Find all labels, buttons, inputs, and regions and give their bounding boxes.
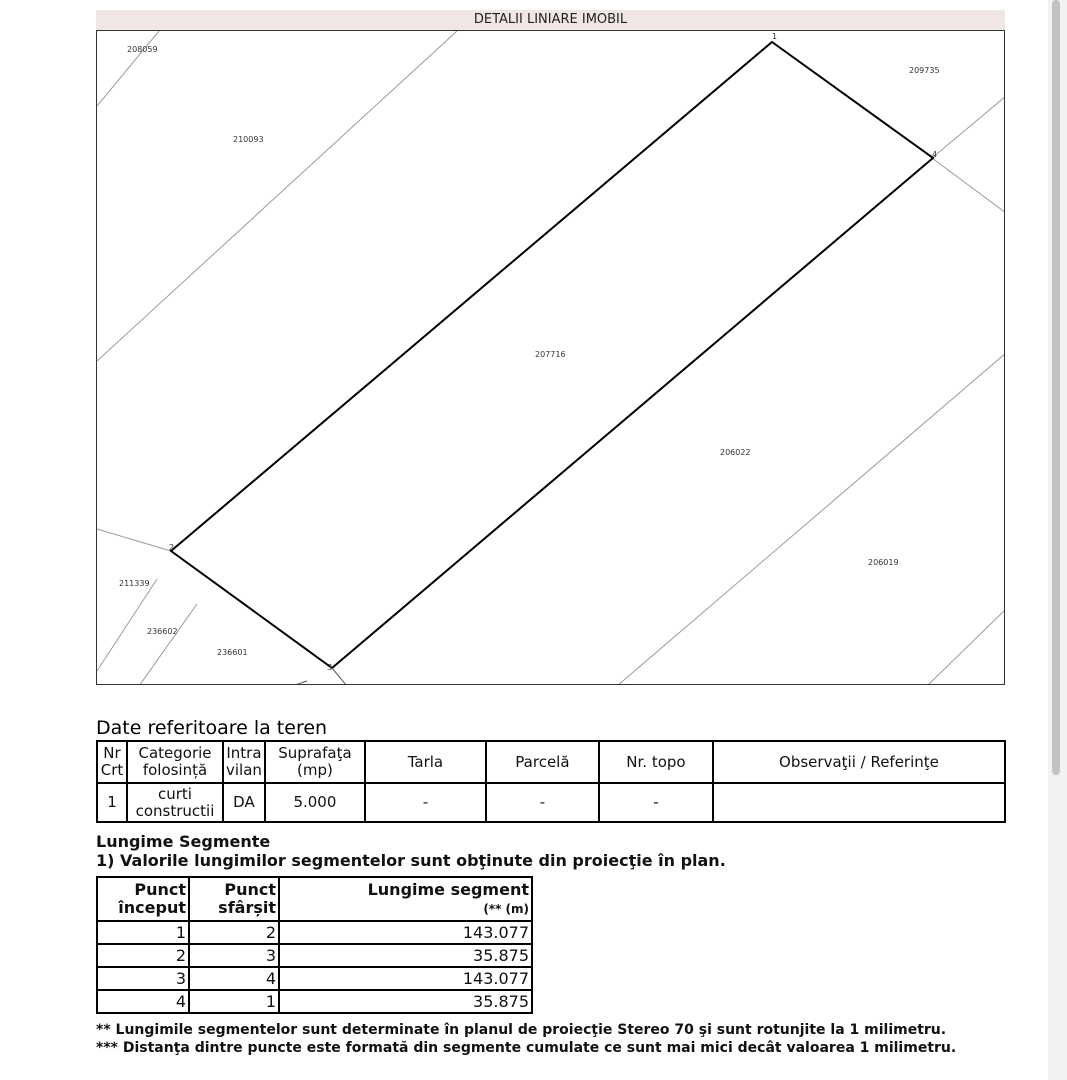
header-nr-crt: Nr Crt bbox=[97, 741, 127, 783]
header-intravilan: Intra vilan bbox=[223, 741, 265, 783]
cadastral-map bbox=[96, 30, 1005, 685]
header-observatii: Observaţii / Referinţe bbox=[713, 741, 1005, 783]
teren-section-title: Date referitoare la teren bbox=[96, 717, 328, 739]
header-suprafata: Suprafaţa (mp) bbox=[265, 741, 365, 783]
parcel-label: 210093 bbox=[233, 135, 264, 144]
boundary-line bbox=[97, 529, 171, 551]
cell-end: 4 bbox=[189, 967, 279, 990]
cell-observatii bbox=[713, 783, 1005, 822]
boundary-line bbox=[932, 158, 1005, 213]
parcel-label: 236601 bbox=[217, 648, 248, 657]
parcel-label: 206019 bbox=[868, 558, 899, 567]
parcel-label: 236602 bbox=[147, 627, 178, 636]
cell-start: 3 bbox=[97, 967, 189, 990]
table-row bbox=[97, 783, 1005, 822]
header-parcela: Parcelă bbox=[486, 741, 599, 783]
boundary-line bbox=[332, 668, 347, 685]
header-punct-inceput: Punct început bbox=[97, 877, 189, 921]
cell-start: 2 bbox=[97, 944, 189, 967]
boundary-line bbox=[139, 604, 197, 685]
segments-note: 1) Valorile lungimilor segmentelor sunt obţinute din proiecţie în plan. bbox=[96, 851, 726, 870]
header-tarla: Tarla bbox=[365, 741, 486, 783]
parcel-label-main: 207716 bbox=[535, 350, 566, 359]
segments-table bbox=[96, 876, 533, 1014]
teren-table bbox=[96, 740, 1006, 823]
footnote-2: *** Distanţa dintre puncte este formată din segmente cumulate ce sunt mai mici decât valoarea 1 milimetru. bbox=[96, 1040, 957, 1056]
parcel-label: 209735 bbox=[909, 66, 940, 75]
boundary-line bbox=[97, 579, 157, 671]
cell-tarla: - bbox=[365, 783, 486, 822]
cell-nr: 1 bbox=[97, 783, 127, 822]
cell-suprafata: 5.000 bbox=[265, 783, 365, 822]
parcel-label: 211339 bbox=[119, 579, 150, 588]
footnote-1: ** Lungimile segmentelor sunt determinate în planul de proiecţie Stereo 70 şi sunt rotunjite la 1 milimetru. bbox=[96, 1022, 947, 1038]
table-row bbox=[97, 944, 532, 967]
vertex-label: 2 bbox=[169, 543, 175, 552]
boundary-line bbox=[292, 681, 307, 685]
table-row bbox=[97, 990, 532, 1013]
cell-length: 143.077 bbox=[279, 921, 532, 944]
cell-length: 35.875 bbox=[279, 990, 532, 1013]
table-header-row bbox=[97, 741, 1005, 783]
table-header-row bbox=[97, 877, 532, 921]
table-row bbox=[97, 967, 532, 990]
table-row bbox=[97, 921, 532, 944]
cell-end: 3 bbox=[189, 944, 279, 967]
boundary-line bbox=[932, 96, 1005, 158]
scrollbar-thumb[interactable] bbox=[1052, 0, 1060, 775]
vertex-label: 3 bbox=[327, 663, 333, 672]
boundary-line bbox=[97, 31, 457, 361]
header-lungime: Lungime segment (** (m) bbox=[279, 877, 532, 921]
cell-start: 1 bbox=[97, 921, 189, 944]
parcel-label: 208059 bbox=[127, 45, 158, 54]
cell-length: 143.077 bbox=[279, 967, 532, 990]
header-nr-topo: Nr. topo bbox=[599, 741, 713, 783]
cell-parcela: - bbox=[486, 783, 599, 822]
boundary-line bbox=[617, 353, 1005, 685]
vertex-label: 4 bbox=[932, 150, 938, 159]
boundary-line bbox=[927, 609, 1005, 685]
segments-section-title: Lungime Segmente bbox=[96, 832, 271, 851]
cell-nr-topo: - bbox=[599, 783, 713, 822]
boundary-line bbox=[97, 31, 159, 106]
map-title: DETALII LINIARE IMOBIL bbox=[96, 10, 1005, 30]
header-categorie: Categorie folosință bbox=[127, 741, 223, 783]
cell-intravilan: DA bbox=[223, 783, 265, 822]
header-punct-sfarsit: Punct sfârșit bbox=[189, 877, 279, 921]
cell-end: 2 bbox=[189, 921, 279, 944]
cell-categorie: curti constructii bbox=[127, 783, 223, 822]
parcel-label: 206022 bbox=[720, 448, 751, 457]
cell-end: 1 bbox=[189, 990, 279, 1013]
vertex-label: 1 bbox=[772, 32, 778, 41]
cell-start: 4 bbox=[97, 990, 189, 1013]
cell-length: 35.875 bbox=[279, 944, 532, 967]
